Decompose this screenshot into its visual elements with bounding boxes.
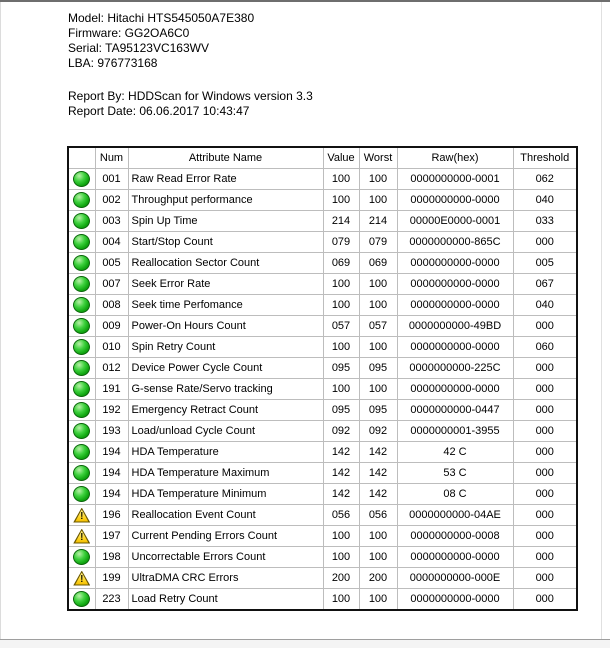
cell-threshold: 000 [513, 421, 577, 442]
status-ok-icon [73, 318, 90, 334]
cell-value: 142 [323, 463, 359, 484]
cell-raw-hex: 0000000000-0000 [397, 190, 513, 211]
cell-value: 100 [323, 169, 359, 190]
status-ok-icon [73, 171, 90, 187]
cell-worst: 056 [359, 505, 397, 526]
cell-attribute-name: Current Pending Errors Count [128, 526, 323, 547]
report-info-block [68, 89, 313, 119]
cell-attribute-name: HDA Temperature [128, 442, 323, 463]
cell-value: 100 [323, 337, 359, 358]
cell-value: 056 [323, 505, 359, 526]
status-warning-icon [73, 529, 90, 544]
cell-value: 095 [323, 400, 359, 421]
cell-raw-hex: 0000000000-0000 [397, 253, 513, 274]
cell-attribute-name: Emergency Retract Count [128, 400, 323, 421]
cell-num: 198 [95, 547, 128, 568]
status-ok-icon [73, 213, 90, 229]
cell-worst: 100 [359, 190, 397, 211]
cell-attribute-name: HDA Temperature Maximum [128, 463, 323, 484]
status-cell [68, 274, 95, 295]
cell-num: 007 [95, 274, 128, 295]
cell-threshold: 000 [513, 379, 577, 400]
cell-worst: 100 [359, 379, 397, 400]
cell-attribute-name: Spin Retry Count [128, 337, 323, 358]
status-ok-icon [73, 423, 90, 439]
cell-attribute-name: Reallocation Event Count [128, 505, 323, 526]
cell-threshold: 067 [513, 274, 577, 295]
status-cell [68, 463, 95, 484]
table-row[interactable] [68, 484, 577, 505]
cell-attribute-name: Power-On Hours Count [128, 316, 323, 337]
status-cell [68, 484, 95, 505]
table-row[interactable] [68, 274, 577, 295]
col-header-raw: Raw(hex) [397, 147, 513, 169]
col-header-num: Num [95, 147, 128, 169]
cell-threshold: 062 [513, 169, 577, 190]
cell-value: 100 [323, 379, 359, 400]
cell-num: 194 [95, 463, 128, 484]
cell-raw-hex: 0000000000-0000 [397, 589, 513, 611]
status-cell [68, 253, 95, 274]
cell-worst: 100 [359, 337, 397, 358]
cell-num: 193 [95, 421, 128, 442]
cell-num: 199 [95, 568, 128, 589]
cell-raw-hex: 0000000000-225C [397, 358, 513, 379]
cell-worst: 079 [359, 232, 397, 253]
status-ok-icon [73, 276, 90, 292]
cell-worst: 142 [359, 484, 397, 505]
status-cell [68, 295, 95, 316]
cell-raw-hex: 0000000000-49BD [397, 316, 513, 337]
table-row[interactable] [68, 253, 577, 274]
status-cell [68, 421, 95, 442]
cell-attribute-name: Load Retry Count [128, 589, 323, 611]
status-ok-icon [73, 234, 90, 250]
cell-threshold: 040 [513, 295, 577, 316]
table-row[interactable] [68, 211, 577, 232]
cell-value: 100 [323, 526, 359, 547]
cell-threshold: 000 [513, 442, 577, 463]
table-row[interactable] [68, 169, 577, 190]
cell-attribute-name: UltraDMA CRC Errors [128, 568, 323, 589]
status-ok-icon [73, 381, 90, 397]
cell-num: 005 [95, 253, 128, 274]
cell-worst: 095 [359, 358, 397, 379]
status-ok-icon [73, 339, 90, 355]
cell-num: 009 [95, 316, 128, 337]
cell-num: 194 [95, 442, 128, 463]
cell-worst: 100 [359, 526, 397, 547]
cell-attribute-name: Start/Stop Count [128, 232, 323, 253]
status-warning-icon [73, 571, 90, 586]
cell-raw-hex: 00000E0000-0001 [397, 211, 513, 232]
window-left-edge [0, 2, 1, 648]
col-header-threshold: Threshold [513, 147, 577, 169]
cell-attribute-name: Seek Error Rate [128, 274, 323, 295]
status-cell [68, 505, 95, 526]
cell-num: 002 [95, 190, 128, 211]
table-row[interactable] [68, 442, 577, 463]
cell-worst: 100 [359, 589, 397, 611]
col-header-status [68, 147, 95, 169]
cell-threshold: 060 [513, 337, 577, 358]
cell-threshold: 000 [513, 589, 577, 611]
cell-threshold: 000 [513, 505, 577, 526]
report-by-line: Report By: HDDScan for Windows version 3.3 [68, 89, 313, 103]
status-cell [68, 337, 95, 358]
status-cell [68, 358, 95, 379]
cell-num: 004 [95, 232, 128, 253]
cell-num: 197 [95, 526, 128, 547]
cell-threshold: 000 [513, 463, 577, 484]
status-cell [68, 316, 95, 337]
table-row[interactable] [68, 337, 577, 358]
cell-raw-hex: 0000000000-0000 [397, 295, 513, 316]
cell-num: 003 [95, 211, 128, 232]
cell-num: 012 [95, 358, 128, 379]
table-row[interactable] [68, 358, 577, 379]
cell-attribute-name: Reallocation Sector Count [128, 253, 323, 274]
window-right-edge [601, 2, 602, 640]
cell-value: 100 [323, 547, 359, 568]
cell-threshold: 000 [513, 358, 577, 379]
smart-table-body [68, 169, 577, 611]
cell-value: 092 [323, 421, 359, 442]
cell-threshold: 000 [513, 484, 577, 505]
cell-raw-hex: 0000000000-865C [397, 232, 513, 253]
table-row[interactable] [68, 190, 577, 211]
cell-attribute-name: G-sense Rate/Servo tracking [128, 379, 323, 400]
cell-value: 095 [323, 358, 359, 379]
cell-value: 214 [323, 211, 359, 232]
cell-worst: 100 [359, 547, 397, 568]
cell-worst: 200 [359, 568, 397, 589]
cell-num: 010 [95, 337, 128, 358]
cell-threshold: 040 [513, 190, 577, 211]
cell-worst: 100 [359, 295, 397, 316]
status-ok-icon [73, 192, 90, 208]
device-info-block [68, 11, 254, 71]
table-row[interactable] [68, 400, 577, 421]
table-row[interactable] [68, 463, 577, 484]
cell-raw-hex: 0000000000-0000 [397, 274, 513, 295]
table-row[interactable] [68, 505, 577, 526]
cell-num: 196 [95, 505, 128, 526]
cell-worst: 142 [359, 442, 397, 463]
table-row[interactable] [68, 232, 577, 253]
cell-raw-hex: 0000000000-0001 [397, 169, 513, 190]
cell-value: 079 [323, 232, 359, 253]
cell-raw-hex: 42 C [397, 442, 513, 463]
cell-attribute-name: Uncorrectable Errors Count [128, 547, 323, 568]
cell-worst: 100 [359, 274, 397, 295]
status-cell [68, 232, 95, 253]
cell-value: 142 [323, 442, 359, 463]
cell-threshold: 000 [513, 568, 577, 589]
cell-worst: 214 [359, 211, 397, 232]
status-ok-icon [73, 360, 90, 376]
table-row[interactable] [68, 589, 577, 611]
cell-value: 200 [323, 568, 359, 589]
cell-threshold: 000 [513, 400, 577, 421]
cell-value: 100 [323, 274, 359, 295]
cell-attribute-name: Device Power Cycle Count [128, 358, 323, 379]
table-row[interactable] [68, 295, 577, 316]
status-cell [68, 442, 95, 463]
cell-num: 194 [95, 484, 128, 505]
cell-raw-hex: 0000000000-0000 [397, 547, 513, 568]
cell-threshold: 005 [513, 253, 577, 274]
cell-value: 142 [323, 484, 359, 505]
window-top-edge [0, 0, 610, 2]
status-ok-icon [73, 465, 90, 481]
cell-worst: 095 [359, 400, 397, 421]
cell-value: 100 [323, 295, 359, 316]
cell-worst: 142 [359, 463, 397, 484]
status-cell [68, 589, 95, 611]
cell-raw-hex: 0000000000-0447 [397, 400, 513, 421]
cell-worst: 069 [359, 253, 397, 274]
cell-attribute-name: HDA Temperature Minimum [128, 484, 323, 505]
cell-worst: 100 [359, 169, 397, 190]
status-cell [68, 169, 95, 190]
status-cell [68, 400, 95, 421]
cell-num: 192 [95, 400, 128, 421]
col-header-value: Value [323, 147, 359, 169]
cell-attribute-name: Load/unload Cycle Count [128, 421, 323, 442]
status-ok-icon [73, 444, 90, 460]
status-cell [68, 379, 95, 400]
device-lba-line: LBA: 976773168 [68, 56, 158, 70]
col-header-worst: Worst [359, 147, 397, 169]
cell-value: 069 [323, 253, 359, 274]
cell-value: 100 [323, 589, 359, 611]
cell-threshold: 000 [513, 316, 577, 337]
status-ok-icon [73, 549, 90, 565]
cell-raw-hex: 0000000000-0000 [397, 379, 513, 400]
status-cell [68, 211, 95, 232]
status-cell [68, 526, 95, 547]
status-cell [68, 547, 95, 568]
cell-raw-hex: 0000000000-04AE [397, 505, 513, 526]
cell-num: 223 [95, 589, 128, 611]
cell-threshold: 000 [513, 547, 577, 568]
status-ok-icon [73, 591, 90, 607]
table-row[interactable] [68, 526, 577, 547]
table-row[interactable] [68, 421, 577, 442]
cell-num: 001 [95, 169, 128, 190]
cell-raw-hex: 08 C [397, 484, 513, 505]
table-row[interactable] [68, 379, 577, 400]
cell-raw-hex: 0000000000-0008 [397, 526, 513, 547]
table-header-row [68, 147, 577, 169]
device-serial-line: Serial: TA95123VC163WV [68, 41, 209, 55]
cell-raw-hex: 0000000001-3955 [397, 421, 513, 442]
cell-raw-hex: 0000000000-0000 [397, 337, 513, 358]
cell-value: 057 [323, 316, 359, 337]
smart-attributes-table [67, 146, 578, 611]
cell-attribute-name: Throughput performance [128, 190, 323, 211]
cell-threshold: 000 [513, 232, 577, 253]
cell-attribute-name: Seek time Perfomance [128, 295, 323, 316]
device-model-line: Model: Hitachi HTS545050A7E380 [68, 11, 255, 25]
status-warning-icon [73, 508, 90, 523]
col-header-attribute: Attribute Name [128, 147, 323, 169]
device-firmware-line: Firmware: GG2OA6C0 [68, 26, 190, 40]
cell-num: 191 [95, 379, 128, 400]
cell-threshold: 000 [513, 526, 577, 547]
cell-raw-hex: 0000000000-000E [397, 568, 513, 589]
table-row[interactable] [68, 316, 577, 337]
cell-attribute-name: Spin Up Time [128, 211, 323, 232]
status-ok-icon [73, 486, 90, 502]
cell-threshold: 033 [513, 211, 577, 232]
cell-attribute-name: Raw Read Error Rate [128, 169, 323, 190]
cell-worst: 057 [359, 316, 397, 337]
window-bottom-band [0, 640, 610, 648]
status-ok-icon [73, 402, 90, 418]
cell-raw-hex: 53 C [397, 463, 513, 484]
cell-worst: 092 [359, 421, 397, 442]
table-row[interactable] [68, 547, 577, 568]
cell-num: 008 [95, 295, 128, 316]
status-ok-icon [73, 297, 90, 313]
report-date-line: Report Date: 06.06.2017 10:43:47 [68, 104, 250, 118]
status-cell [68, 190, 95, 211]
cell-value: 100 [323, 190, 359, 211]
status-cell [68, 568, 95, 589]
status-ok-icon [73, 255, 90, 271]
table-row[interactable] [68, 568, 577, 589]
